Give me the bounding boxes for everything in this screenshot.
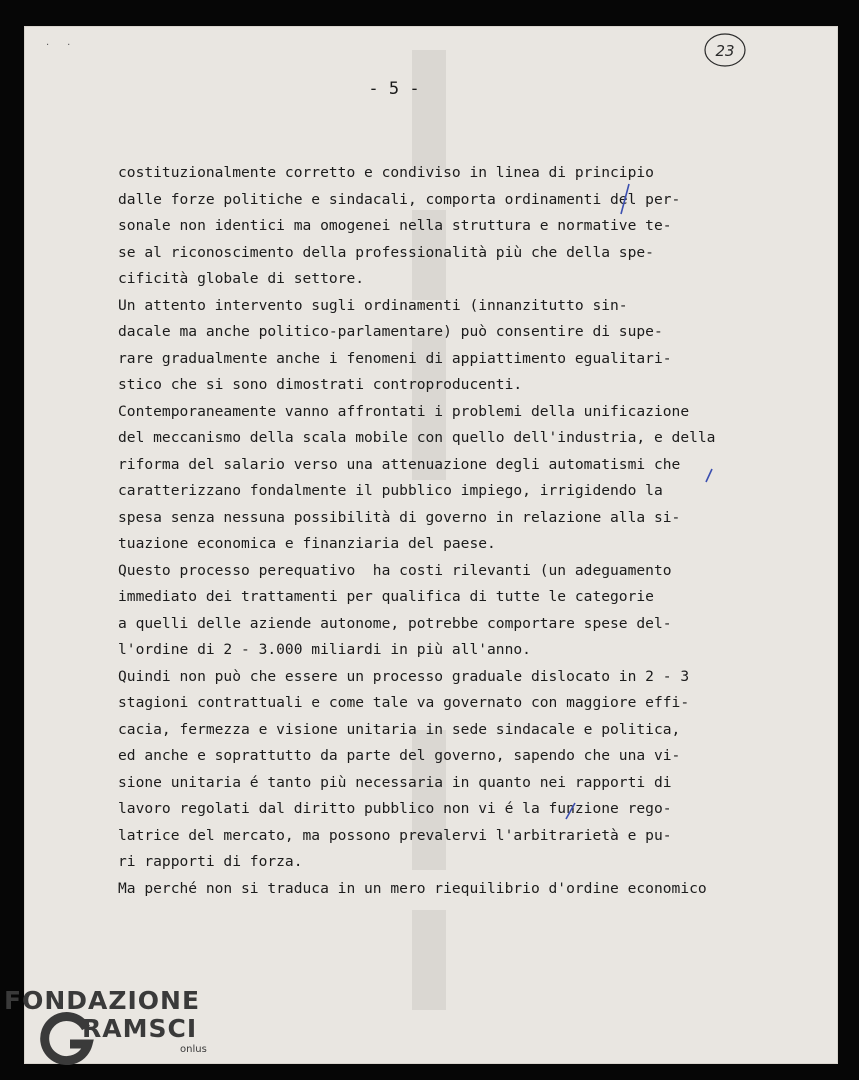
page-number: - 5 - (368, 79, 420, 99)
text-line: immediato dei trattamenti per qualifica di tutte le categorie (118, 588, 654, 605)
text-line: ed anche e soprattutto da parte del governo, sapendo che una vi- (118, 747, 681, 764)
text-line: sonale non identici ma omogenei nella struttura e normative te- (118, 217, 672, 234)
text-line: Contemporaneamente vanno affrontati i problemi della unificazione (118, 402, 690, 420)
text-line: latrice del mercato, ma possono prevalervi l'arbitrarietà e pu- (118, 826, 672, 844)
archive-number: 23 (715, 42, 735, 60)
text-line: dacale ma anche politico-parlamentare) può consentire di supe- (118, 323, 663, 340)
text-line: cacia, fermezza e visione unitaria in sede sindacale e politica, (118, 720, 681, 738)
text-line: Quindi non può che essere un processo graduale dislocato in 2 - 3 (118, 667, 690, 685)
text-line: cificità globale di settore. (118, 270, 365, 287)
text-line: dalle forze politiche e sindacali, comporta ordinamenti del per- (118, 190, 681, 208)
scan-speck: ·· (46, 40, 89, 51)
text-line: costituzionalmente corretto e condiviso in linea di principio (118, 164, 654, 181)
text-line: caratterizzano fondalmente il pubblico impiego, irrigidendo la (118, 482, 663, 499)
typed-body-text (118, 160, 798, 902)
text-line: ri rapporti di forza. (118, 853, 303, 870)
text-line: del meccanismo della scala mobile con quello dell'industria, e della (118, 429, 716, 446)
logo-text-onlus: onlus (180, 1044, 207, 1055)
text-line: se al riconoscimento della professionalità più che della spe- (118, 243, 654, 261)
text-line: spesa senza nessuna possibilità di governo in relazione alla si- (118, 508, 681, 526)
text-line: riforma del salario verso una attenuazione degli automatismi che (118, 455, 681, 473)
text-line: sione unitaria é tanto più necessaria in quanto nei rapporti di (118, 773, 672, 791)
text-line: Un attento intervento sugli ordinamenti (innanzitutto sin- (118, 296, 628, 314)
logo-text-fondazione: FONDAZIONE (4, 986, 201, 1015)
text-line: Ma perché non si traduca in un mero riequilibrio d'ordine economico (118, 879, 707, 897)
text-line: l'ordine di 2 - 3.000 miliardi in più all'anno. (118, 641, 531, 658)
text-line: Questo processo perequativo ha costi rilevanti (un adeguamento (118, 561, 672, 579)
text-line: rare gradualmente anche i fenomeni di appiattimento egualitari- (118, 349, 672, 367)
archive-number-stamp (703, 31, 747, 69)
text-line: stagioni contrattuali e come tale va governato con maggiore effi- (118, 694, 690, 711)
fondazione-gramsci-logo (4, 986, 224, 1076)
text-line: a quelli delle aziende autonome, potrebbe comportare spese del- (118, 614, 672, 632)
text-line: stico che si sono dimostrati controproducenti. (118, 376, 523, 393)
text-line: lavoro regolati dal diritto pubblico non vi é la funzione rego- (118, 800, 672, 817)
text-line: tuazione economica e finanziaria del paese. (118, 535, 496, 552)
logo-text-gramsci: RAMSCI (82, 1014, 198, 1043)
